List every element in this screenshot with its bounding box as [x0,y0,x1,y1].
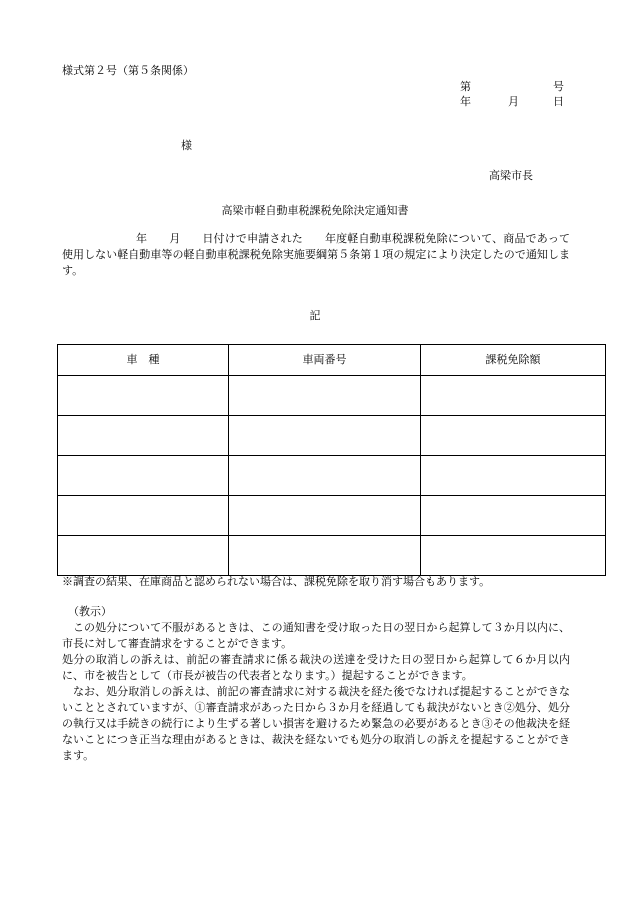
table-note: ※調査の結果、在庫商品と認められない場合は、課税免除を取り消す場合もあります。 [62,575,491,588]
instruction-section [62,604,570,764]
table-cell-exemption-amount [421,536,606,576]
date-day-label: 日 [553,95,564,108]
instruction-paragraph-appeal: この処分について不服があるときは、この通知書を受け取った日の翌日から起算して３か月以内に、市長に対して審査請求をすることができます。 [62,621,570,650]
table-cell-vehicle-type [58,456,229,496]
table-cell-vehicle-number [229,416,421,456]
table-header-row [58,345,606,376]
column-header-exemption-amount: 課税免除額 [421,345,606,376]
table-cell-vehicle-type [58,536,229,576]
table-cell-vehicle-number [229,536,421,576]
document-number-label: 第 [460,80,471,93]
form-number: 様式第２号（第５条関係） [62,64,194,77]
body-day-clause: 日付けで申請された [202,232,303,245]
document-number-suffix: 号 [553,80,564,93]
instruction-heading: （教示） [68,605,112,618]
column-header-vehicle-type: 車 種 [58,345,229,376]
notice-body [62,231,570,279]
table-cell-vehicle-number [229,376,421,416]
table-cell-exemption-amount [421,496,606,536]
body-year-label: 年 [136,232,148,245]
table-row [58,456,606,496]
addressee: 様 [181,139,192,152]
table-cell-vehicle-number [229,456,421,496]
table-row [58,376,606,416]
ki-heading: 記 [309,309,321,322]
table-cell-exemption-amount [421,416,606,456]
table-cell-exemption-amount [421,376,606,416]
table-row [58,536,606,576]
column-header-vehicle-number: 車両番号 [229,345,421,376]
date-year-label: 年 [460,95,471,108]
body-month-label: 月 [169,232,181,245]
body-text: 年度軽自動車税課税免除について、商品であって使用しない軽自動車等の軽自動車税課税免除実施要綱第５条第１項の規定により決定したので通知します。 [62,232,571,277]
table-cell-vehicle-number [229,496,421,536]
table-cell-vehicle-type [58,496,229,536]
table-cell-vehicle-type [58,376,229,416]
date-month-label: 月 [508,95,519,108]
table-cell-exemption-amount [421,456,606,496]
instruction-paragraph-lawsuit: 処分の取消しの訴えは、前記の審査請求に係る裁決の送達を受けた日の翌日から起算して６か月以内に、市を被告として（市長が被告の代表者となります。）提起することができます。 [62,653,570,682]
vehicle-table [57,344,606,576]
table-row [58,416,606,456]
issuer-name: 高梁市長 [489,169,533,182]
document-title: 高梁市軽自動車税課税免除決定通知書 [221,204,409,217]
table-cell-vehicle-type [58,416,229,456]
instruction-paragraph-exceptions: なお、処分取消しの訴えは、前記の審査請求に対する裁決を経た後でなければ提起することができないこととされていますが、①審査請求があった日から３か月を経過しても裁決がないとき②処分、処分の執行又は手続きの続行により生ずる著しい損害を避けるため緊急の必要があるとき③その他裁決を経ないことにつき正当な理由があるときは、裁決を経ないでも処分の取消しの訴えを提起することができます。 [62,685,570,762]
table-row [58,496,606,536]
